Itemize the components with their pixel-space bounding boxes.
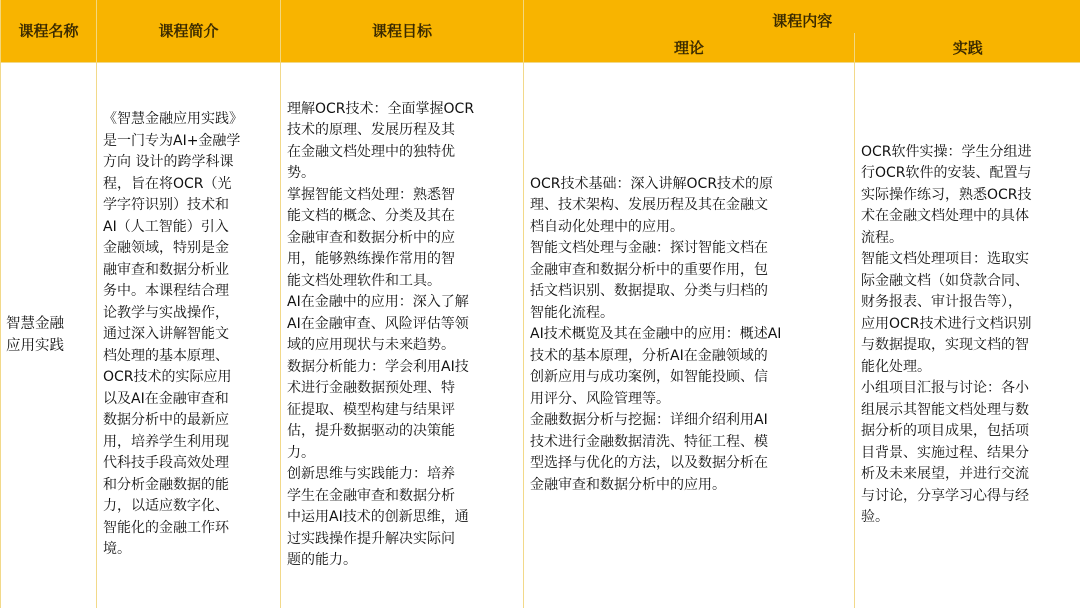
cell-course-goal: 理解OCR技术：全面掌握OCR 技术的原理、发展历程及其 在金融文档处理中的独特优 势。 掌握智能文档处理：熟悉智 能文档的概念、分类及其在 金融审查和数据分析中的应 用，能够熟练操作常用的智 能文档处理软件和工具。 AI在金融中的应用：深入了解 AI在金融审查、风险评估等领 域的应用现状与未来趋势。 数据分析能力：学会利用AI技 术进行金融数据预处理、特 征提取、模型构建与结果评 估，提升数据驱动的决策能 力。 创新思维与实践能力：培养 学生在金融审查和数据分析 中运用AI技术的创新思维，通 过实践操作提升解决实际问 题的能力。 bbox=[281, 62, 524, 608]
cell-theory: OCR技术基础：深入讲解OCR技术的原 理、技术架构、发展历程及其在金融文 档自动化处理中的应用。 智能文档处理与金融：探讨智能文档在 金融审查和数据分析中的重要作用，包 括文档识别、数据提取、分类与归档的 智能化流程。 AI技术概览及其在金融中的应用：概述AI 技术的基本原理，分析AI在金融领域的 创新应用与成功案例，如智能投顾、信 用评分、风险管理等。 金融数据分析与挖掘：详细介绍利用AI 技术进行金融数据清洗、特征工程、模 型选择与优化的方法，以及数据分析在 金融审查和数据分析中的应用。 bbox=[524, 62, 855, 608]
header-course-name: 课程名称 bbox=[1, 0, 97, 62]
cell-course-name: 智慧金融 应用实践 bbox=[1, 62, 97, 608]
cell-practice: OCR软件实操：学生分组进 行OCR软件的安装、配置与 实际操作练习，熟悉OCR技 术在金融文档处理中的具体 流程。 智能文档处理项目：选取实 际金融文档（如贷款合同、 财务报表、审计报告等）， 应用OCR技术进行文档识别 与数据提取，实现文档的智 能化处理。 小组项目汇报与讨论：各小 组展示其智能文档处理与数 据分析的项目成果，包括项 目背景、实施过程、结果分 析及未来展望，并进行交流 与讨论，分享学习心得与经 验。 bbox=[855, 62, 1080, 608]
header-course-goal: 课程目标 bbox=[281, 0, 524, 62]
header-practice: 实践 bbox=[855, 33, 1080, 62]
header-theory: 理论 bbox=[524, 33, 855, 62]
table-row bbox=[1, 62, 1080, 608]
cell-course-intro: 《智慧金融应用实践》 是一门专为AI+金融学 方向 设计的跨学科课 程，旨在将OCR（光 学字符识别）技术和 AI（人工智能）引入 金融领域，特别是金 融审查和数据分析业 务中。本课程结合理 论教学与实战操作， 通过深入讲解智能文 档处理的基本原理、 OCR技术的实际应用 以及AI在金融审查和 数据分析中的最新应 用，培养学生利用现 代科技手段高效处理 和分析金融数据的能 力，以适应数字化、 智能化的金融工作环 境。 bbox=[97, 62, 281, 608]
header-row-1 bbox=[1, 0, 1080, 33]
header-course-intro: 课程简介 bbox=[97, 0, 281, 62]
header-course-content: 课程内容 bbox=[524, 0, 1080, 33]
table-header bbox=[1, 0, 1080, 62]
